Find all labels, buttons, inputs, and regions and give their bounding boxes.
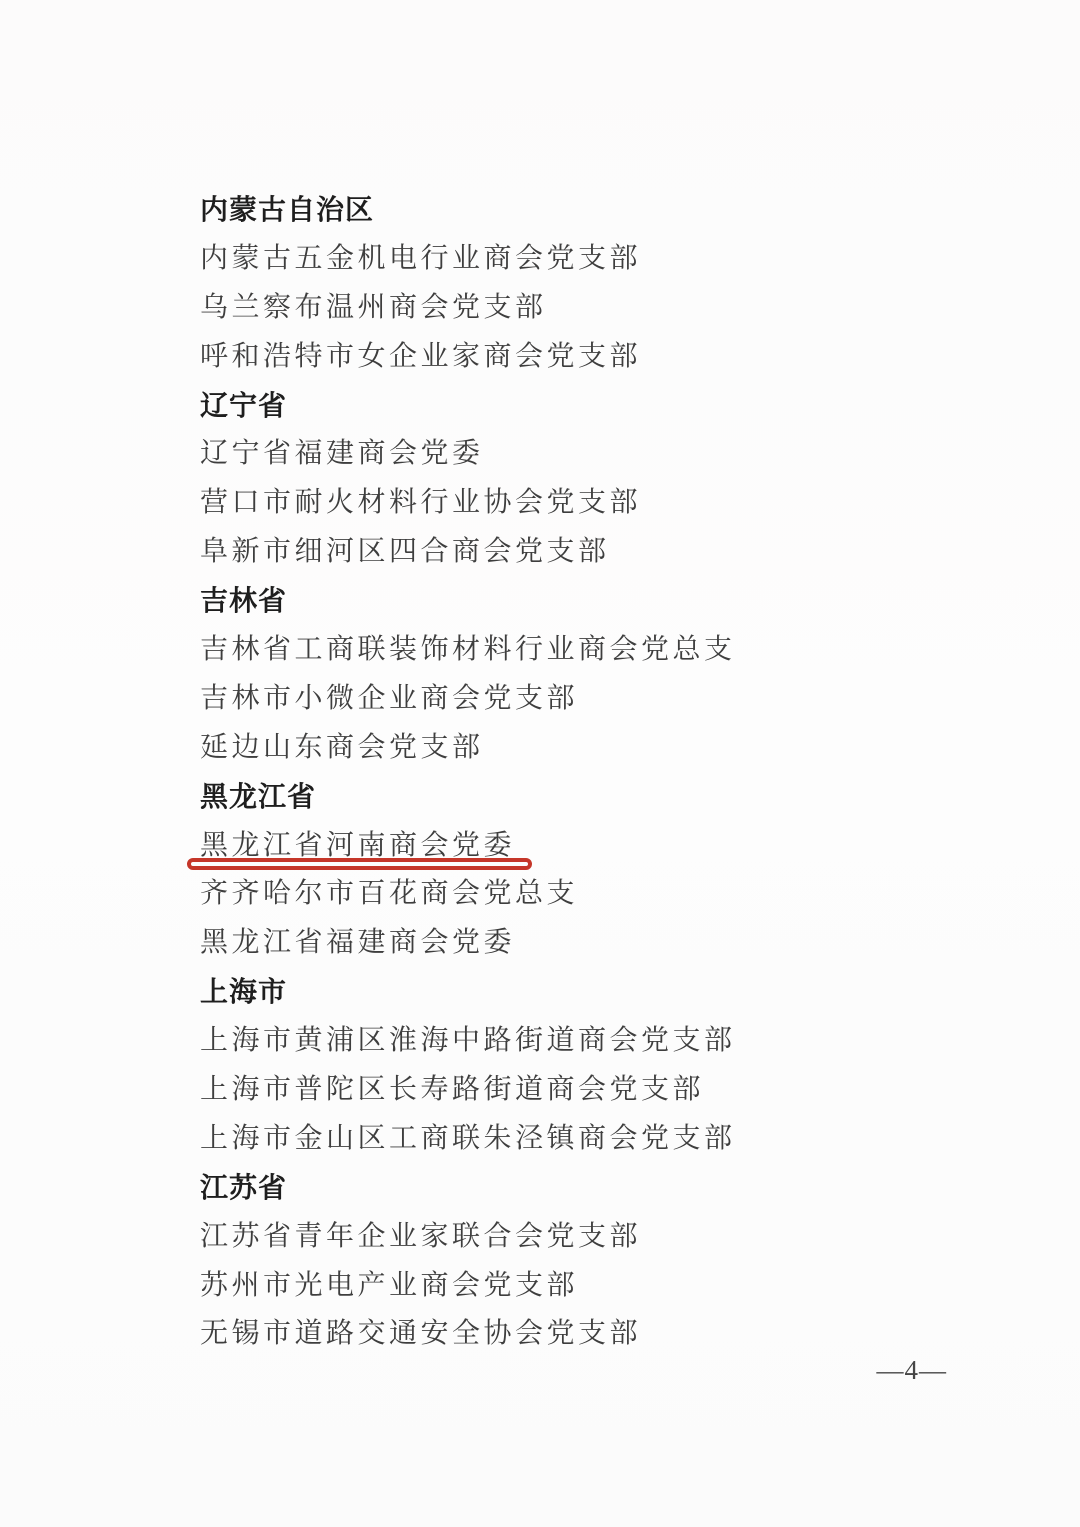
organization-entry bbox=[200, 479, 1040, 528]
organization-entry bbox=[200, 333, 1040, 382]
organization-entry bbox=[200, 1115, 1040, 1164]
organization-entry bbox=[200, 724, 1040, 773]
red-underline-annotation bbox=[187, 858, 532, 870]
entry-text: 营口市耐火材料行业协会党支部 bbox=[200, 487, 642, 519]
province-heading: 上海市 bbox=[200, 976, 288, 1008]
page-number: —4— bbox=[876, 1355, 947, 1385]
organization-entry bbox=[200, 528, 1040, 577]
entry-text: 吉林市小微企业商会党支部 bbox=[200, 682, 579, 714]
organization-entry bbox=[200, 430, 1040, 479]
entry-text: 吉林省工商联装饰材料行业商会党总支 bbox=[200, 634, 736, 666]
entry-text: 苏州市光电产业商会党支部 bbox=[200, 1269, 579, 1301]
entry-text: 黑龙江省福建商会党委 bbox=[200, 927, 516, 959]
organization-entry bbox=[200, 284, 1040, 333]
organization-entry bbox=[200, 235, 1040, 284]
province-heading: 辽宁省 bbox=[200, 389, 288, 421]
organization-entry bbox=[200, 1066, 1040, 1115]
organization-entry bbox=[200, 822, 1040, 871]
province-list bbox=[200, 186, 1040, 1359]
entry-text: 呼和浩特市女企业家商会党支部 bbox=[200, 340, 642, 372]
organization-entry bbox=[200, 1017, 1040, 1066]
organization-entry bbox=[200, 626, 1040, 675]
organization-entry bbox=[200, 870, 1040, 919]
province-heading: 黑龙江省 bbox=[200, 780, 317, 812]
entry-text: 阜新市细河区四合商会党支部 bbox=[200, 536, 610, 568]
organization-entry bbox=[200, 675, 1040, 724]
province-heading: 吉林省 bbox=[200, 585, 288, 617]
entry-text: 辽宁省福建商会党委 bbox=[200, 438, 484, 470]
entry-text: 内蒙古五金机电行业商会党支部 bbox=[200, 242, 642, 274]
entry-text: 齐齐哈尔市百花商会党总支 bbox=[200, 878, 579, 910]
entry-text: 上海市黄浦区淮海中路街道商会党支部 bbox=[200, 1025, 736, 1057]
province-heading: 内蒙古自治区 bbox=[200, 194, 375, 225]
entry-text: 无锡市道路交通安全协会党支部 bbox=[200, 1318, 642, 1350]
entry-text: 上海市普陀区长寿路街道商会党支部 bbox=[200, 1074, 705, 1106]
entry-text: 江苏省青年企业家联合会党支部 bbox=[200, 1220, 642, 1252]
organization-entry bbox=[200, 919, 1040, 968]
organization-entry bbox=[200, 1262, 1040, 1311]
highlighted-entry-text: 黑龙江省河南商会党委 bbox=[200, 822, 515, 871]
province-heading: 江苏省 bbox=[200, 1171, 288, 1203]
organization-entry bbox=[200, 1213, 1040, 1262]
entry-text: 延边山东商会党支部 bbox=[200, 731, 484, 763]
entry-text: 乌兰察布温州商会党支部 bbox=[200, 291, 547, 323]
entry-text: 上海市金山区工商联朱泾镇商会党支部 bbox=[200, 1122, 736, 1154]
